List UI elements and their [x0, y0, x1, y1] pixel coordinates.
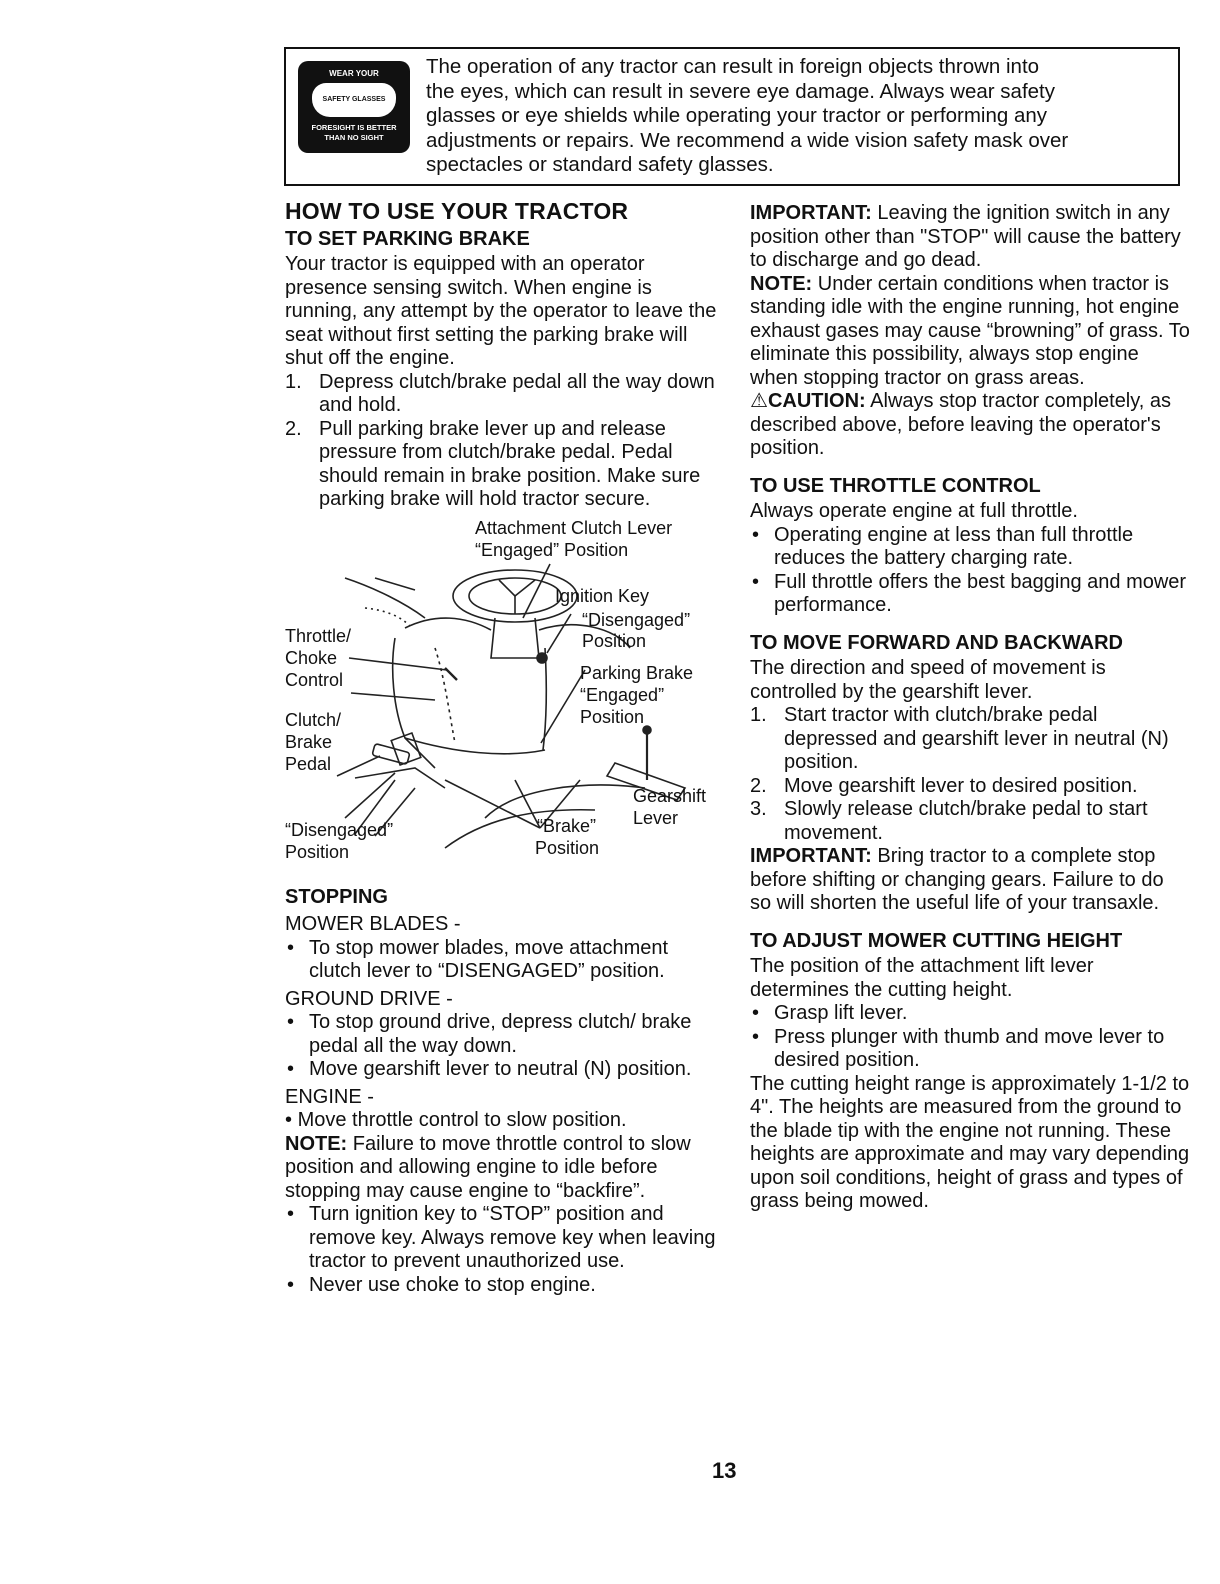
- parking-brake-steps: [285, 371, 725, 512]
- safety-line: spectacles or standard safety glasses.: [426, 153, 774, 176]
- label-parking-position: Position: [580, 706, 645, 727]
- step-number: 2.: [750, 774, 767, 797]
- label-parking-engaged: “Engaged”: [580, 684, 665, 705]
- safety-line: The operation of any tractor can result in foreign objects thrown into: [426, 55, 1040, 78]
- label-gearshift: Gearshift: [633, 785, 707, 806]
- tractor-controls-diagram: [285, 518, 725, 878]
- note-text: Under certain conditions when tractor is standing idle with the engine running, hot engine exhaust gases may cause “browning” of grass. To eliminate this possibility, always stop engine when stopping tractor on grass areas.: [750, 272, 1190, 389]
- safety-glasses-icon: [298, 61, 410, 153]
- bullet-icon: •: [287, 1203, 295, 1225]
- bullet-icon: •: [752, 523, 760, 546]
- label-attachment-clutch: Attachment Clutch Lever: [475, 517, 673, 538]
- throttle-list: [750, 524, 1190, 618]
- caution-label: [750, 390, 866, 412]
- bullet-icon: •: [287, 1058, 295, 1080]
- left-column: [285, 200, 725, 1297]
- list-item: [285, 418, 725, 512]
- label-control: Control: [285, 669, 344, 690]
- list-item: [285, 937, 725, 984]
- bullet-icon: •: [287, 936, 295, 959]
- step-text: Start tractor with clutch/brake pedal depressed and gearshift lever in neutral (N) position.: [784, 704, 1169, 773]
- mower-blades-heading: MOWER BLADES -: [285, 913, 461, 935]
- list-item-text: Operating engine at less than full throttle reduces the battery charging rate.: [774, 523, 1134, 569]
- caution-paragraph: [750, 390, 1190, 461]
- label-pedal: Pedal: [285, 753, 332, 774]
- important-text: Leaving the ignition switch in any position other than "STOP" will cause the battery to discharge and go dead.: [750, 202, 1181, 271]
- list-item: [750, 798, 1190, 845]
- safety-line: the eyes, which can result in severe eye damage. Always wear safety: [426, 79, 1055, 103]
- label-disengaged-left: “Disengaged”: [285, 819, 394, 840]
- label-brake-position: Position: [535, 837, 600, 858]
- note-label: NOTE:: [750, 272, 813, 295]
- engine-throttle-text: Move throttle control to slow position.: [297, 1109, 627, 1131]
- warning-triangle-icon: ⚠: [750, 390, 768, 412]
- cutting-list: [750, 1002, 1190, 1073]
- forward-intro: The direction and speed of movement is controlled by the gearshift lever.: [750, 657, 1106, 703]
- step-text: Slowly release clutch/brake pedal to start movement.: [784, 798, 1148, 844]
- throttle-heading: TO USE THROTTLE CONTROL: [750, 474, 1041, 497]
- list-item: [285, 371, 725, 418]
- list-item: [750, 704, 1190, 775]
- list-item: [285, 1011, 725, 1058]
- list-item-text: Turn ignition key to “STOP” position and remove key. Always remove key when leaving tractor to prevent unauthorized use.: [309, 1203, 716, 1272]
- label-clutch: Clutch/: [285, 709, 342, 730]
- label-lever: Lever: [633, 807, 679, 828]
- engine-list: [285, 1203, 725, 1297]
- mower-blades-list: [285, 937, 725, 984]
- stopping-heading: STOPPING: [285, 885, 388, 908]
- caution-text: Always stop tractor completely, as described above, before leaving the operator's position.: [750, 390, 1172, 459]
- bullet-icon: •: [287, 1273, 295, 1296]
- list-item-text: To stop mower blades, move attachment clutch lever to “DISENGAGED” position.: [309, 936, 669, 982]
- throttle-intro: Always operate engine at full throttle.: [750, 500, 1078, 522]
- important-gears: [750, 845, 1190, 916]
- label-position-right: Position: [582, 630, 647, 651]
- safety-line: glasses or eye shields while operating your tractor or performing any: [426, 104, 1047, 127]
- label-throttle: Throttle/: [285, 625, 352, 646]
- ground-drive-heading: GROUND DRIVE -: [285, 987, 453, 1010]
- icon-glasses-text: SAFETY GLASSES: [312, 83, 396, 117]
- parking-brake-intro: Your tractor is equipped with an operator presence sensing switch. When engine is running, any attempt by the operator to leave the seat without first setting the parking brake will shut off the engine.: [285, 253, 717, 369]
- note-text: Failure to move throttle control to slow position and allowing engine to idle before stopping may cause engine to “backfire”.: [285, 1132, 691, 1202]
- list-item-text: Press plunger with thumb and move lever to desired position.: [774, 1025, 1165, 1071]
- label-brake: Brake: [285, 731, 333, 752]
- step-number: 1.: [750, 704, 767, 726]
- engine-note: [285, 1133, 725, 1204]
- label-choke: Choke: [285, 647, 338, 668]
- important-ignition: [750, 202, 1190, 273]
- label-position-left: Position: [285, 841, 350, 862]
- step-number: 1.: [285, 370, 302, 393]
- important-label: IMPORTANT:: [750, 202, 872, 224]
- important-text: Bring tractor to a complete stop before shifting or changing gears. Failure to do so will shorten the useful life of your transaxle.: [750, 845, 1164, 914]
- list-item-text: To stop ground drive, depress clutch/ brake pedal all the way down.: [309, 1011, 692, 1057]
- engine-throttle-line: • Move throttle control to slow position.: [285, 1109, 627, 1131]
- cutting-intro: The position of the attachment lift lever determines the cutting height.: [750, 955, 1094, 1001]
- list-item: [750, 775, 1190, 799]
- bullet-icon: •: [752, 1002, 760, 1024]
- list-item-text: Full throttle offers the best bagging and mower performance.: [774, 570, 1187, 616]
- step-text: Pull parking brake lever up and release pressure from clutch/brake pedal. Pedal should remain in brake position. Make sure parking brake will hold tractor secure.: [319, 417, 701, 510]
- label-disengaged-right: “Disengaged”: [582, 609, 691, 630]
- list-item: [750, 1026, 1190, 1073]
- safety-line: adjustments or repairs. We recommend a wide vision safety mask over: [426, 128, 1069, 152]
- caution-label-text: CAUTION:: [767, 390, 866, 412]
- safety-notice-text: [426, 55, 1156, 178]
- list-item: [285, 1274, 725, 1298]
- forward-steps: [750, 704, 1190, 845]
- list-item-text: Never use choke to stop engine.: [309, 1273, 596, 1296]
- bullet-icon: •: [287, 1011, 295, 1033]
- important-label: IMPORTANT:: [750, 845, 872, 867]
- label-ignition-key: Ignition Key: [555, 585, 650, 606]
- cutting-outro: The cutting height range is approximately 1-1/2 to 4". The heights are measured from the ground to the blade tip with the engine not running. These heights are approximate and may vary depending upon soil conditions, height of grass and types of grass being mowed.: [750, 1072, 1190, 1212]
- note-browning: [750, 273, 1190, 391]
- icon-top-text: WEAR YOUR: [329, 69, 379, 78]
- list-item: [285, 1058, 725, 1082]
- parking-brake-heading: TO SET PARKING BRAKE: [285, 227, 530, 250]
- step-number: 3.: [750, 798, 767, 820]
- list-item: [285, 1203, 725, 1274]
- page-number: 13: [712, 1458, 737, 1483]
- step-number: 2.: [285, 417, 302, 440]
- step-text: Move gearshift lever to desired position.: [784, 774, 1138, 797]
- list-item: [750, 571, 1190, 618]
- list-item: [750, 1002, 1190, 1026]
- bullet-icon: •: [752, 1025, 760, 1048]
- right-column: [750, 202, 1190, 1214]
- engine-heading: ENGINE -: [285, 1085, 374, 1108]
- forward-backward-heading: TO MOVE FORWARD AND BACKWARD: [750, 631, 1123, 654]
- step-text: Depress clutch/brake pedal all the way down and hold.: [319, 370, 715, 416]
- list-item-text: Move gearshift lever to neutral (N) position.: [309, 1058, 692, 1080]
- cutting-height-heading: TO ADJUST MOWER CUTTING HEIGHT: [750, 929, 1123, 952]
- label-parking-brake: Parking Brake: [580, 662, 694, 683]
- bullet-icon: •: [752, 570, 760, 593]
- safety-notice-box: [284, 47, 1180, 186]
- label-attachment-engaged: “Engaged” Position: [475, 539, 629, 560]
- ground-drive-list: [285, 1011, 725, 1082]
- list-item-text: Grasp lift lever.: [774, 1002, 908, 1024]
- note-label: NOTE:: [285, 1132, 348, 1155]
- list-item: [750, 524, 1190, 571]
- section-title: HOW TO USE YOUR TRACTOR: [285, 198, 629, 224]
- icon-bottom-text: FORESIGHT IS BETTER THAN NO SIGHT: [311, 123, 397, 142]
- label-brake-q: “Brake”: [537, 815, 597, 836]
